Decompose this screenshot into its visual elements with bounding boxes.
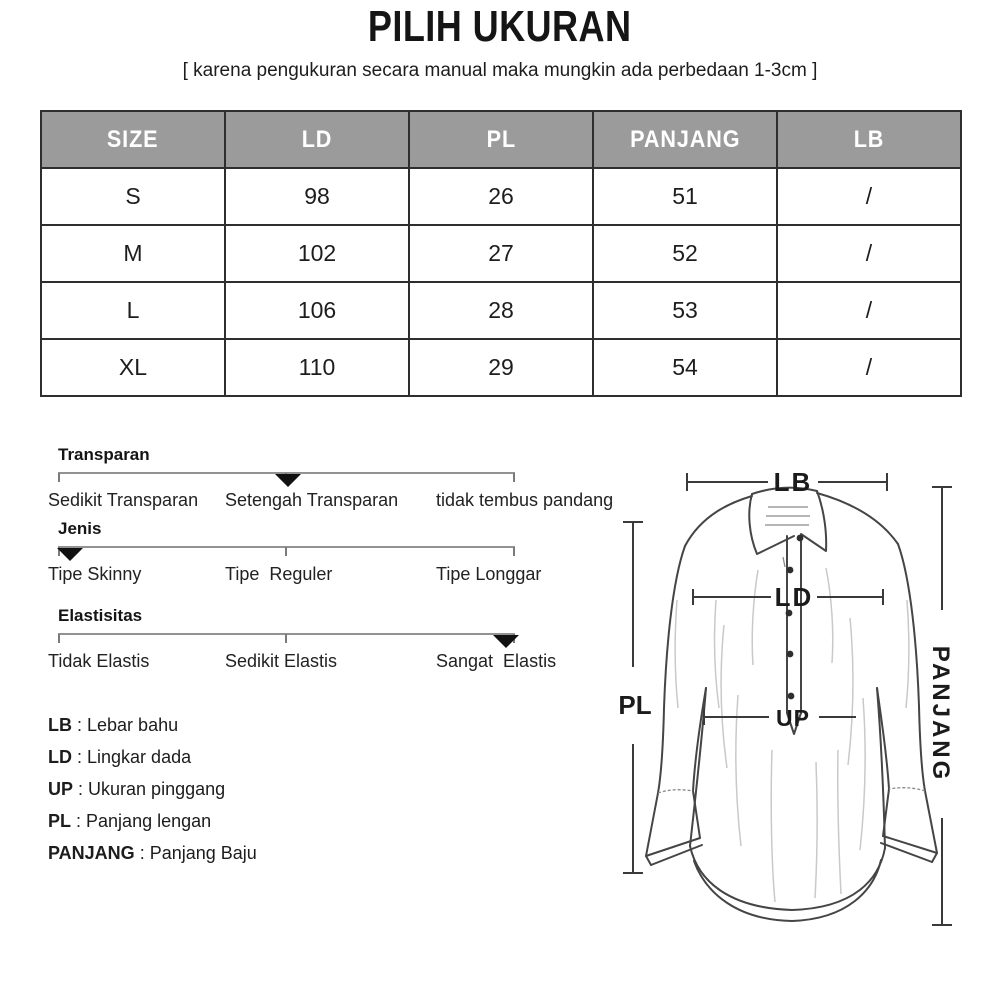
value-cell: / [777, 168, 961, 225]
scale-tick [285, 547, 287, 556]
scale-marker-icon [275, 474, 301, 487]
scale-tick [513, 473, 515, 482]
attribute-scales [48, 445, 623, 685]
table-row [41, 282, 961, 339]
size-table-body [41, 168, 961, 396]
value-cell: 27 [409, 225, 593, 282]
table-row [41, 168, 961, 225]
table-row [41, 339, 961, 396]
column-header-lb [777, 111, 961, 168]
legend-separator: : [71, 811, 87, 831]
scale-tick [58, 634, 60, 643]
value-cell: 28 [409, 282, 593, 339]
column-header-size [41, 111, 225, 168]
size-cell: M [41, 225, 225, 282]
value-cell: 52 [593, 225, 777, 282]
legend-item-pl [48, 811, 257, 831]
scale-marker-icon [57, 548, 83, 561]
value-cell: 53 [593, 282, 777, 339]
shirt-measurement-diagram [620, 450, 990, 960]
size-cell: L [41, 282, 225, 339]
scale-option: Tipe Skinny [48, 564, 142, 584]
attribute-scale-transparan [48, 445, 623, 517]
legend-meaning: Panjang lengan [86, 811, 212, 831]
scale-marker-icon [493, 635, 519, 648]
table-row [41, 225, 961, 282]
scale-title: Elastisitas [58, 606, 143, 625]
scale-title: Transparan [58, 445, 150, 464]
value-cell: 26 [409, 168, 593, 225]
scale-option: Tidak Elastis [48, 651, 150, 671]
wrinkle-lines [675, 568, 909, 902]
legend-separator: : [134, 843, 150, 863]
page-title [0, 2, 1000, 52]
scale-tick [58, 473, 60, 482]
legend-abbr: PL [48, 811, 72, 831]
value-cell: / [777, 282, 961, 339]
value-cell: 54 [593, 339, 777, 396]
attribute-scale-elastisitas [48, 606, 623, 678]
value-cell: 106 [225, 282, 409, 339]
measurement-disclaimer: [ karena pengukuran secara manual maka mungkin ada perbedaan 1-3cm ] [182, 60, 818, 81]
scale-title: Jenis [58, 519, 102, 538]
legend-item-lb [48, 715, 257, 735]
size-table [40, 110, 962, 397]
legend-abbr: PANJANG [48, 843, 135, 863]
value-cell: 51 [593, 168, 777, 225]
legend-meaning: Lingkar dada [87, 747, 192, 767]
diagram-label-lb: LB [773, 467, 813, 497]
value-cell: 98 [225, 168, 409, 225]
scale-option: Sangat Elastis [436, 651, 557, 671]
scale-tick [285, 634, 287, 643]
column-header-text: PL [486, 125, 516, 153]
scale-option: Sedikit Elastis [225, 651, 338, 671]
column-header-text: SIZE [107, 125, 159, 153]
legend-abbr: LD [48, 747, 72, 767]
legend-meaning: Lebar bahu [87, 715, 179, 735]
legend-meaning: Ukuran pinggang [88, 779, 226, 799]
column-header-text: LB [853, 125, 885, 153]
value-cell: 102 [225, 225, 409, 282]
diagram-label-up: UP [776, 705, 810, 731]
shirt-diagram-svg [620, 450, 990, 960]
legend-separator: : [73, 779, 89, 799]
table-header-row [41, 111, 961, 168]
diagram-label-ld: LD [774, 582, 814, 612]
size-table-container [40, 110, 962, 397]
value-cell: 29 [409, 339, 593, 396]
value-cell: / [777, 339, 961, 396]
legend-item-up [48, 779, 257, 799]
legend-item-panjang [48, 843, 257, 863]
legend-item-ld [48, 747, 257, 767]
column-header-text: PANJANG [629, 125, 741, 153]
legend-meaning: Panjang Baju [149, 843, 257, 863]
legend-separator: : [72, 715, 88, 735]
abbreviation-legend [48, 715, 257, 875]
size-cell: S [41, 168, 225, 225]
size-table-head [41, 111, 961, 168]
size-cell: XL [41, 339, 225, 396]
diagram-label-panjang: PANJANG [927, 645, 954, 783]
attribute-scale-jenis [48, 519, 623, 591]
scale-tick [513, 547, 515, 556]
legend-abbr: LB [48, 715, 72, 735]
column-header-pl [409, 111, 593, 168]
legend-separator: : [72, 747, 88, 767]
scale-option: Setengah Transparan [225, 490, 399, 510]
page-title-text: PILIH UKURAN [368, 2, 632, 51]
scale-option: Tipe Longgar [436, 564, 542, 584]
column-header-ld [225, 111, 409, 168]
scale-option: Tipe Reguler [225, 564, 333, 584]
scale-option: tidak tembus pandang [436, 490, 614, 510]
legend-abbr: UP [48, 779, 74, 799]
scale-option: Sedikit Transparan [48, 490, 199, 510]
column-header-text: LD [301, 125, 333, 153]
column-header-panjang [593, 111, 777, 168]
diagram-label-pl: PL [620, 690, 652, 720]
value-cell: / [777, 225, 961, 282]
value-cell: 110 [225, 339, 409, 396]
